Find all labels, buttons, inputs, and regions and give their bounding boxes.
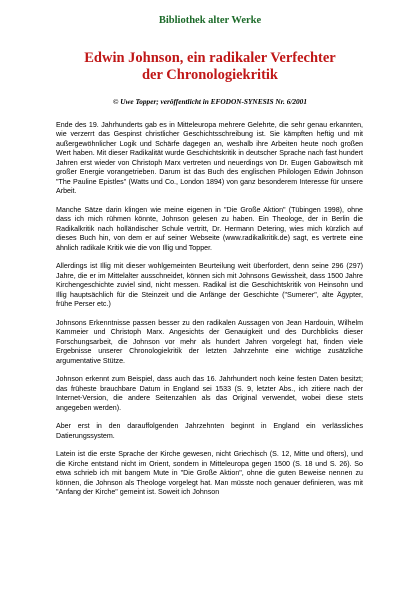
- paragraph: Johnsons Erkenntnisse passen besser zu den radikalen Aussagen von Jean Hardouin, Wilhelm Kammeier und Christoph Marx. Angesichts der Genauigkeit und des Durchblicks dieser Forschungsarbeit, die Johnson vor mehr als hundert Jahren vorgelegt hat, finden viele Ergebnisse unserer Chronologiekritik der letzten Jahrzehnte eine wichtige zusätzliche argumentative Stütze.: [56, 318, 363, 365]
- series-heading: Bibliothek alter Werke: [158, 15, 262, 26]
- paragraph: Ende des 19. Jahrhunderts gab es in Mitteleuropa mehrere Gelehrte, die sehr genau erkannten, wie verzerrt das Gespinst christlicher Geschichtsschreibung ist. Sie kämpften heftig und mit außergewöhnlicher Logik und Schärfe dagegen an, weshalb ihre Arbeiten heute noch großen Wert haben. Mit dieser Radikalität wurde Geschichtskritik in deutscher Sprache nach fast hundert Jahren erst wieder von Christoph Marx vertreten und neuerdings von Dr. Eugen Gabowitsch mit großer Energie vorangetrieben. Darum ist das Buch des englischen Philologen Edwin Johnson "The Pauline Epistles" (Watts und Co., London 1894) von ganz besonderem Interesse für unsere Arbeit.: [56, 121, 363, 196]
- article-title-line-2: der Chronologiekritik: [141, 67, 278, 83]
- paragraph: Aber erst in den darauffolgenden Jahrzehnten beginnt in England ein verlässliches Datierungssystem.: [56, 422, 363, 440]
- article-body: [56, 121, 363, 507]
- byline: © Uwe Topper; veröffentlicht in EFODON-SYNESIS Nr. 6/2001: [113, 97, 307, 106]
- article-title: [0, 50, 420, 84]
- paragraph: Allerdings ist Illig mit dieser wohlgemeinten Beurteilung weit überfordert, denn seine 296 (297) Jahre, die er im Mittelalter ausschneidet, können sich mit Johnsons Gewissheit, dass 1500 Jahre Kirchengeschichte zuviel sind, nicht messen. Radikal ist die Geschichtskritik von Heinsohn und Illig hauptsächlich für die Steinzeit und die Anfänge der Geschichte ("Sumerer", alte Ägypter, frühe Perser etc.): [56, 262, 363, 309]
- paragraph: Johnson erkennt zum Beispiel, dass auch das 16. Jahrhundert noch keine festen Daten besitzt; das früheste brauchbare Datum in England sei 1533 (S. 9, letzter Abs., ich zitiere nach der Internet-Version, die andere Seitenzahlen als das Original verwendet, wobei diese stets angegeben werden).: [56, 375, 363, 412]
- paragraph: Latein ist die erste Sprache der Kirche gewesen, nicht Griechisch (S. 12, Mitte und öfters), und die Kirche entstand nicht im Orient, sondern in Mitteleuropa gegen 1500 (S. 18 und S. 26). So etwa schrieb ich mit bangem Mute in "Die Große Aktion", ohne die guten Beweise nennen zu können, die Johnson als Theologe vorgelegt hat. Man müsste noch genauer definieren, was mit "Anfang der Kirche" gemeint ist. Soweit ich Johnson: [56, 450, 363, 497]
- article-title-line-1: Edwin Johnson, ein radikaler Verfechter: [84, 50, 336, 66]
- paragraph: Manche Sätze darin klingen wie meine eigenen in "Die Große Aktion" (Tübingen 1998), ohne dass ich mich rühmen könnte, Johnson gelesen zu haben. Ein Theologe, der in Berlin die Radikalkritik nach holländischer Schule vertritt, Dr. Hermann Detering, wies mich kürzlich auf dieses Buch hin, von dem er auf seiner Webseite (www.radikalkritik.de) sagt, es vertrete eine ähnlich radikale Kritik wie die von Illig und Topper.: [56, 205, 363, 252]
